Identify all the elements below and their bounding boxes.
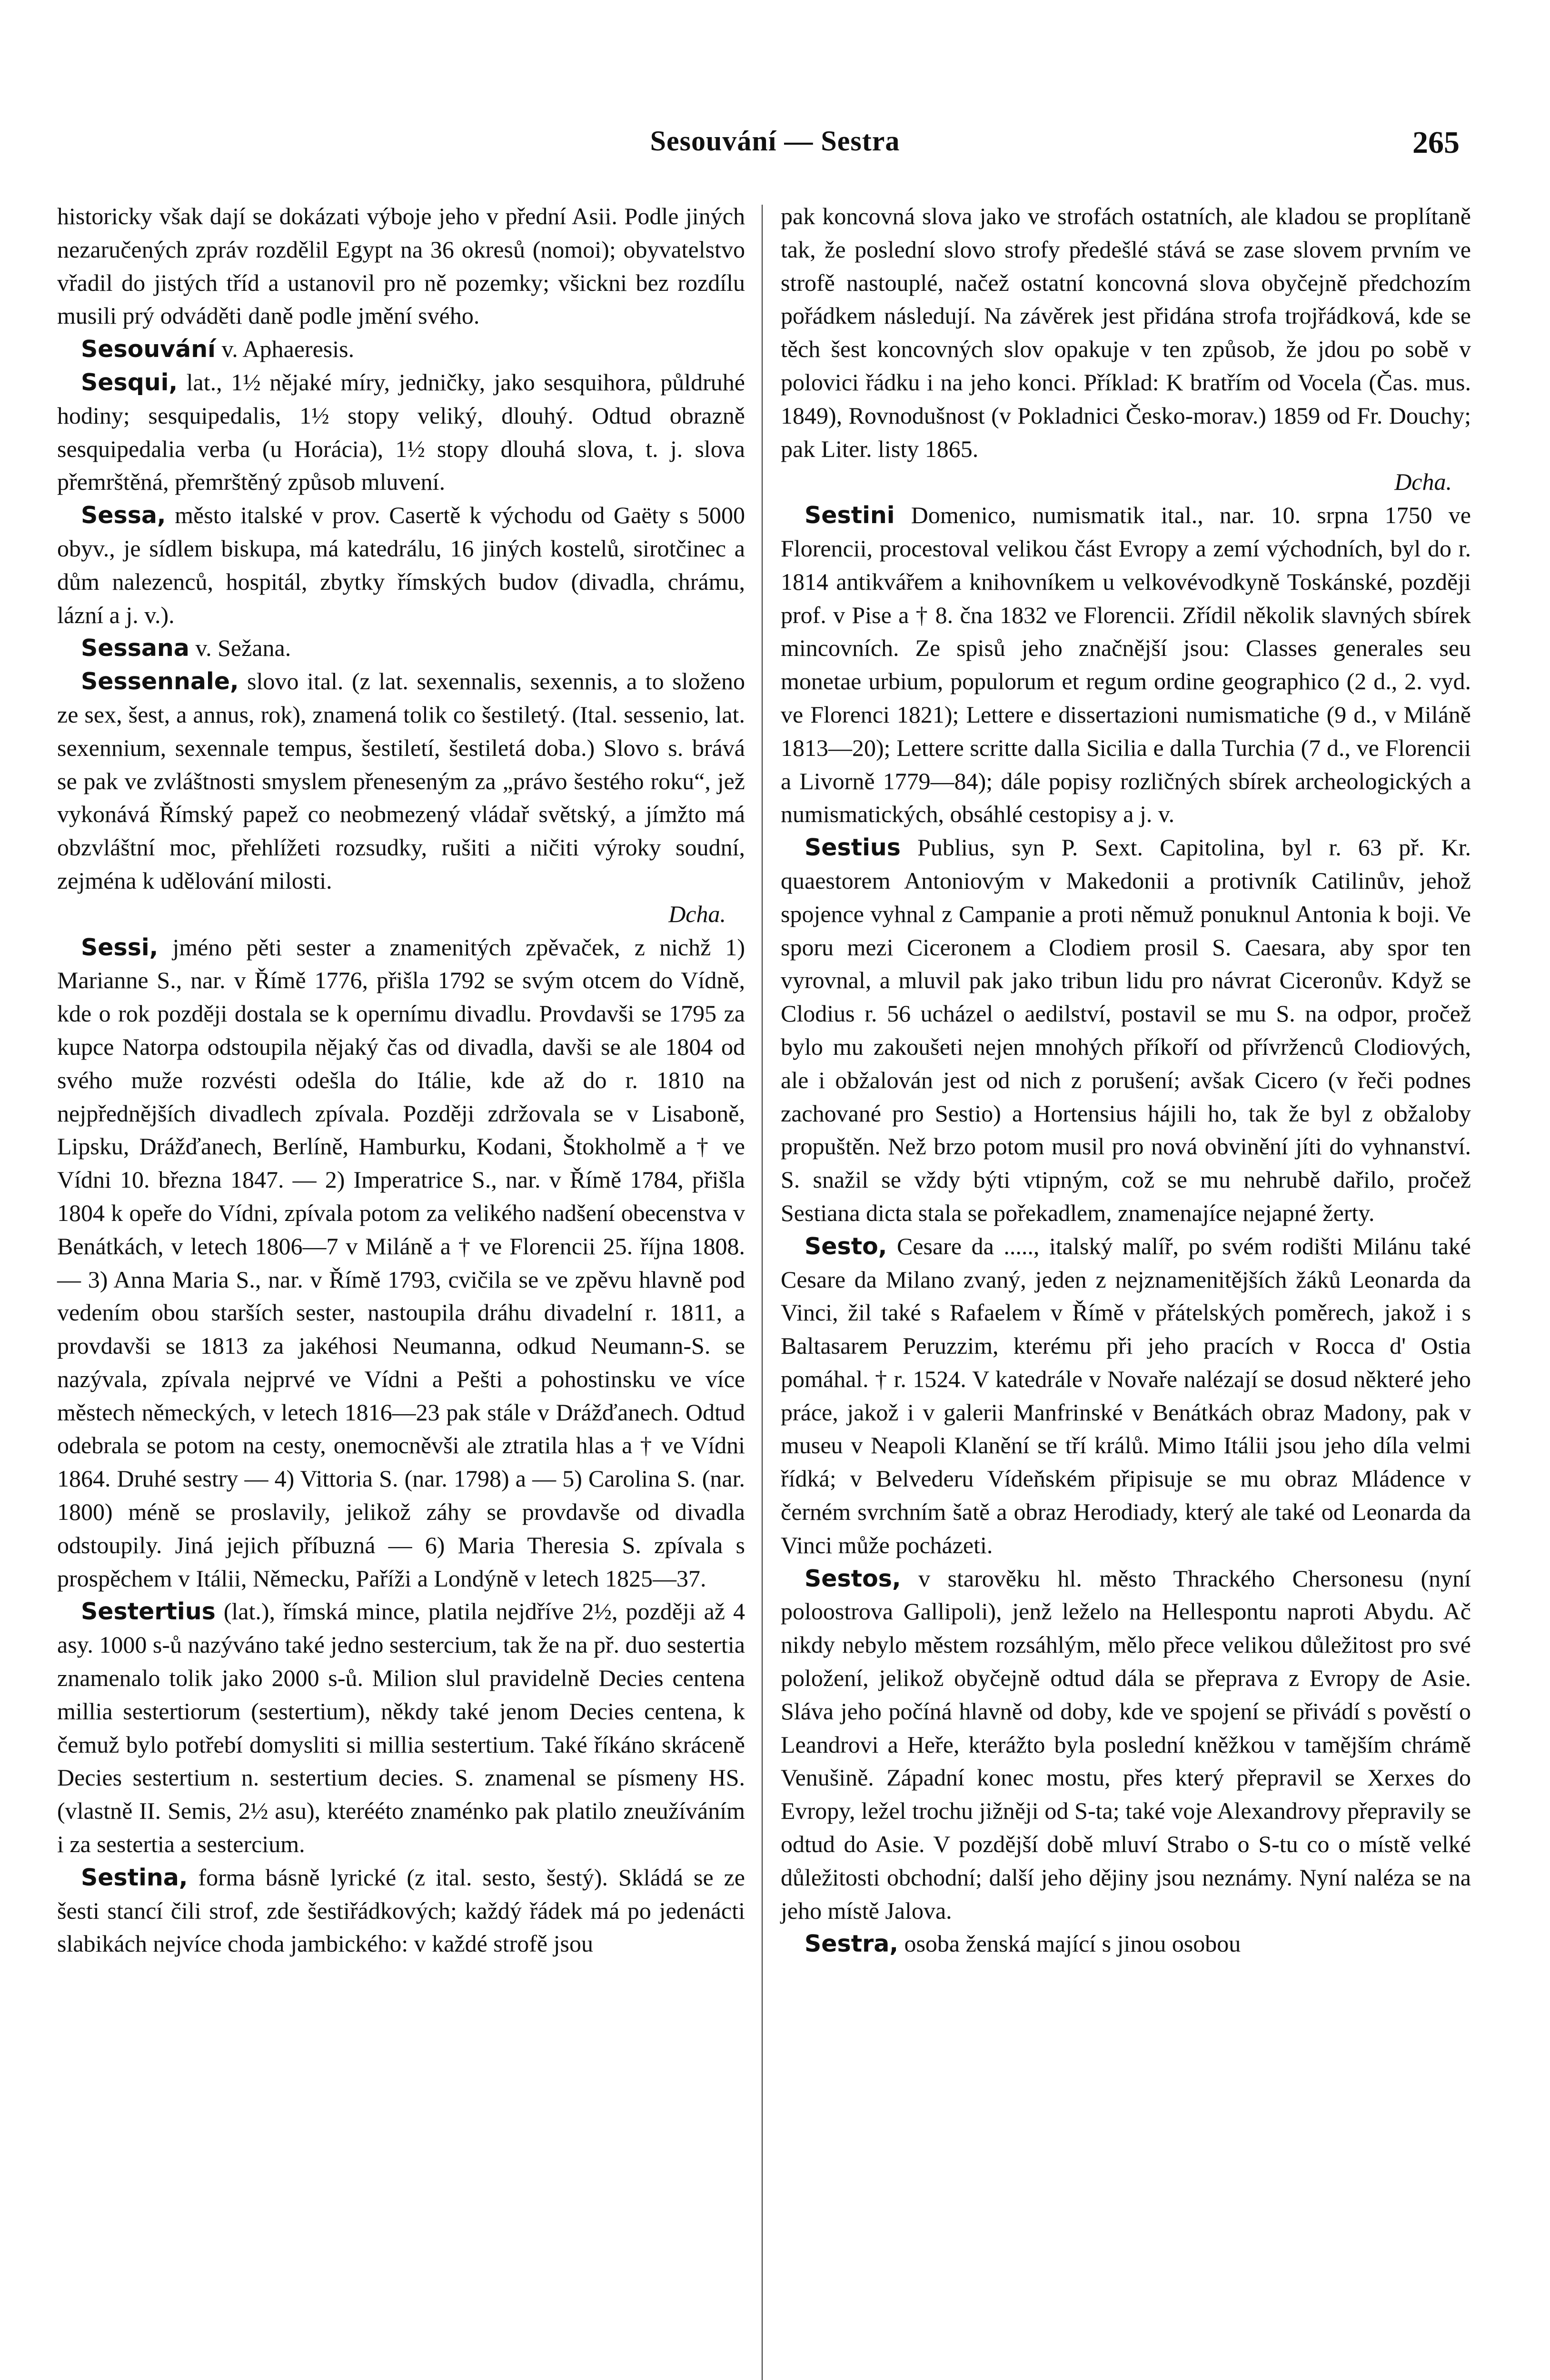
entry-text: (lat.), římská mince, platila nejdříve 2½, později až 4 asy. 1000 s-ů nazýváno také jedno sestercium, tak že na př. duo sestertia znamenalo tolik jako 2000 s-ů. Milion slul pravidelně Decies centena millia sestertiorum (sestertium), někdy také jenom Decies centena, k čemuž bylo potřebí domysliti si millia sestertium. Také říkáno skráceně Decies sestertium n. sestertium decies. S. znamenal se písmeny HS. (vlastně II. Semis, 2½ asu), kterééto znaménko pak platilo zneužíváním i za sestertia a sestercium. bbox=[57, 1598, 745, 1858]
entry-text: jméno pěti sester a znamenitých zpěvaček, z nichž 1) Marianne S., nar. v Římě 1776, přišla 1792 se svým otcem do Vídně, kde o rok později dostala se k opernímu divadlu. Provdavši se 1795 za kupce Natorpa odstoupila nějaký čas od divadla, davši se ale 1804 od svého muže rozvésti odešla do Itálie, kde až do r. 1810 na nejpřednějších divadlech zpívala. Později zdržovala se v Lisaboně, Lipsku, Drážďanech, Berlíně, Hamburku, Kodani, Štokholmě a † ve Vídni 10. března 1847. — 2) Imperatrice S., nar. v Římě 1784, přišla 1804 k opeře do Vídni, zpívala potom za velikého nadšení obecenstva v Benátkách, v letech 1806—7 v Miláně a † ve Florencii 25. října 1808. — 3) Anna Maria S., nar. v Římě 1793, cvičila se ve zpěvu hlavně pod vedením obou starších sester, nastoupila dráhu divadelní r. 1811, a provdavši se 1813 za jakéhosi Neumanna, odkud Neumann-S. se nazývala, zpívala nejprvé ve Vídni a Pešti a pohostinsku ve více městech německých, v letech 1816—23 pak stále v Drážďanech. Odtud odebrala se potom na cesty, onemocněvši ale ztratila hlas a † ve Vídni 1864. Druhé sestry — 4) Vittoria S. (nar. 1798) a — 5) Carolina S. (nar. 1800) méně se proslavily, jelikož záhy se provdavše od divadla odstoupily. Jiná jejich příbuzná — 6) Maria Theresia S. zpívala s prospěchem v Itálii, Německu, Paříži a Londýně v letech 1825—37. bbox=[57, 933, 745, 1592]
page-header bbox=[0, 125, 1550, 168]
entry-headword: Sestos, bbox=[805, 1565, 901, 1592]
entry-headword: Sessennale, bbox=[81, 668, 239, 695]
entry-text: v. Sežana. bbox=[189, 635, 291, 662]
author-signature: Dcha. bbox=[668, 900, 726, 927]
dictionary-entry bbox=[57, 1595, 745, 1861]
entry-text: forma básně lyrické (z ital. sesto, šestý). Skládá se ze šesti stancí čili strof, zde šestiřádkových; každý řádek má po jedenácti slabikách nejvíce choda jambického: v každé strofě jsou bbox=[57, 1864, 745, 1957]
dictionary-entry bbox=[57, 499, 745, 632]
dictionary-entry bbox=[57, 665, 745, 931]
entry-text: v starověku hl. město Thrackého Chersonesu (nyní poloostrova Gallipoli), jenž leželo na Hellespontu naproti Abydu. Ač nikdy nebylo městem rozsáhlým, mělo přece velikou důležitost pro své položení, jelikož obyčejně odtud dála se přeprava z Evropy de Asie. Sláva jeho počíná hlavně od doby, kde ve spojení se přivádí s pověstí o Leandrovi a Heře, kterážto byla poslední kněžkou v tamějším chrámě Venušině. Západní konec mostu, přes který přepravil se Xerxes do Evropy, ležel trochu jižněji od S-ta; také voje Alexandrovy přepravily se odtud do Asie. V pozdější době mluví Strabo o S-tu co o místě velké důležitosti obchodní; další jeho dějiny jsou neznámy. Nyní naléza se na jeho místě Jalova. bbox=[781, 1565, 1471, 1924]
dictionary-entry bbox=[57, 366, 745, 499]
dictionary-entry bbox=[781, 1562, 1471, 1928]
continued-text bbox=[57, 200, 745, 333]
entry-headword: Sesqui, bbox=[81, 368, 178, 396]
entry-text: Cesare da ....., italský malíř, po svém rodišti Milánu také Cesare da Milano zvaný, jeden z nejznamenitějších žáků Leonarda da Vinci, žil také s Rafaelem v Římě v přátelských poměrech, jakož i s Baltasarem Peruzzim, kterému při jeho pracích v Rocca d' Ostia pomáhal. † r. 1524. V katedrále v Novaře nalézají se dosud některé jeho práce, jakož i v galerii Manfrinské v Benátkách obraz Madony, pak v museu v Neapoli Klanění se tří králů. Mimo Itálii jsou jeho díla velmi řídká; v Belvederu Vídeňském připisuje se mu obraz Mládence v černém svrchním šatě a obraz Herodiady, který ale také od Leonarda da Vinci může pocházeti. bbox=[781, 1232, 1471, 1558]
dictionary-entry bbox=[57, 931, 745, 1596]
author-signature: Dcha. bbox=[1394, 468, 1452, 496]
entry-text: lat., 1½ nějaké míry, jedničky, jako sesquihora, půldruhé hodiny; sesquipedalis, 1½ stopy veliký, dlouhý. Odtud obrazně sesquipedalia verba (u Horácia), 1½ stopy dlouhá slova, t. j. slova přemrštěná, přemrštěný způsob mluvení. bbox=[57, 368, 745, 496]
dictionary-entry bbox=[781, 1927, 1471, 1961]
entry-headword: Sestra, bbox=[805, 1930, 898, 1958]
entry-headword: Sessi, bbox=[81, 933, 159, 961]
entry-headword: Sessa, bbox=[81, 502, 166, 529]
entry-text: slovo ital. (z lat. sexennalis, sexennis, a to složeno ze sex, šest, a annus, rok), znamená tolik co šestiletý. (Ital. sessenio, lat. sexennium, sexennale tempus, šestiletí, šestiletá doba.) Slovo s. brává se pak ve zvláštnosti smyslem přeneseným za „právo šestého roku“, jež vykonává Římský papež co neobmezený vládař světský, a jímžto má obzvláštní moc, přehlížeti rozsudky, rušiti a ničiti výroky soudní, zejména k udělování milosti. bbox=[57, 668, 745, 894]
entry-text: Publius, syn P. Sext. Capitolina, byl r. 63 př. Kr. quaestorem Antoniovým v Makedonii a protivník Catilinův, jehož spojence vyhnal z Campanie a proti němuž ponuknul Antonia k boji. Ve sporu mezi Ciceronem a Clodiem prosil S. Caesara, aby spor ten vyrovnal, a mluvil pak jako tribun lidu pro návrat Ciceronův. Když se Clodius r. 56 ucházel o aedilství, postavil se mu S. na odpor, pročež bylo mu zakoušeti nejen mnohých příkoří od přívrženců Clodiových, ale i obžalován jest od nich z porušení; avšak Cicero (v řeči podnes zachované pro Sestio) a Hortensius hájili ho, tak že byl z obžaloby propuštěn. Než brzo potom musil pro nová obvinění jíti do vyhnanství. S. snažil se vždy býti vtipným, což se mu nehrubě dařilo, pročež Sestiana dicta stala se pořekadlem, znamenajíce nejapné žerty. bbox=[781, 834, 1471, 1226]
entry-headword: Sessana bbox=[81, 635, 189, 662]
entry-text: pak koncovná slova jako ve strofách ostatních, ale kladou se proplítaně tak, že poslední slovo strofy předešlé stává se zase slovem prvním ve strofě nastouplé, načež ostatní koncovná slova obyčejně předchozím pořádkem následují. Na závěrek jest přidána strofa trojřádková, kde se těch šest koncovných slov opakuje v ten způsob, že jdou po sobě v polovici řádku i na jeho konci. Příklad: K bratřím od Vocela (Čas. mus. 1849), Rovnodušnost (v Pokladnici Česko-morav.) 1859 od Fr. Douchy; pak Liter. listy 1865. bbox=[781, 203, 1471, 462]
dictionary-entry bbox=[781, 1230, 1471, 1562]
entry-headword: Sesto, bbox=[805, 1232, 887, 1260]
running-head: Sesouvání — Sestra bbox=[650, 125, 900, 157]
entry-text: historicky však dají se dokázati výboje jeho v přední Asii. Podle jiných nezaručených zpráv rozdělil Egypt na 36 okresů (nomoi); obyvatelstvo vřadil do jistých tříd a ustanovil pro ně pozemky; všickni bez rozdílu musili prý odváděti daně podle jmění svého. bbox=[57, 203, 745, 329]
entry-headword: Sestius bbox=[805, 834, 901, 862]
column-divider bbox=[762, 205, 763, 2380]
entry-headword: Sestina, bbox=[81, 1864, 188, 1891]
dictionary-entry bbox=[781, 499, 1471, 831]
dictionary-entry bbox=[781, 831, 1471, 1230]
dictionary-entry bbox=[57, 1861, 745, 1961]
entry-text: v. Aphaeresis. bbox=[215, 336, 355, 363]
left-column bbox=[57, 200, 745, 1961]
right-column bbox=[781, 200, 1471, 1961]
continued-text bbox=[781, 200, 1471, 499]
dictionary-entry bbox=[57, 632, 745, 665]
page-number: 265 bbox=[1412, 125, 1460, 160]
entry-text: Domenico, numismatik ital., nar. 10. srpna 1750 ve Florencii, procestoval velikou část Evropy a zemí východních, byl do r. 1814 antikvářem a knihovníkem u velkovévodkyně Toskánské, později prof. v Pise a † 8. čna 1832 ve Florencii. Zřídil několik slavných sbírek mincovních. Ze spisů jeho značnější jsou: Classes generales seu monetae urbium, populorum et regum ordine geographico (2 d., 2. vyd. ve Florenci 1821); Lettere e dissertazioni numismatiche (9 d., v Miláně 1813—20); Lettere scritte dalla Sicilia e dalla Turchia (7 d., ve Florencii a Livorně 1779—84); dále popisy rozličných sbírek archeologických a numismatických, obsáhlé cestopisy a j. v. bbox=[781, 502, 1471, 828]
entry-headword: Sestini bbox=[805, 502, 895, 529]
dictionary-entry bbox=[57, 333, 745, 366]
entry-headword: Sestertius bbox=[81, 1598, 216, 1626]
entry-headword: Sesouvání bbox=[81, 336, 216, 363]
entry-text: osoba ženská mající s jinou osobou bbox=[898, 1930, 1241, 1957]
entry-text: město italské v prov. Casertě k východu od Gaëty s 5000 obyv., je sídlem biskupa, má katedrálu, 16 jiných kostelů, sirotčinec a dům nalezenců, hospitál, zbytky římských budov (divadla, chrámu, lázní a j. v.). bbox=[57, 502, 745, 628]
